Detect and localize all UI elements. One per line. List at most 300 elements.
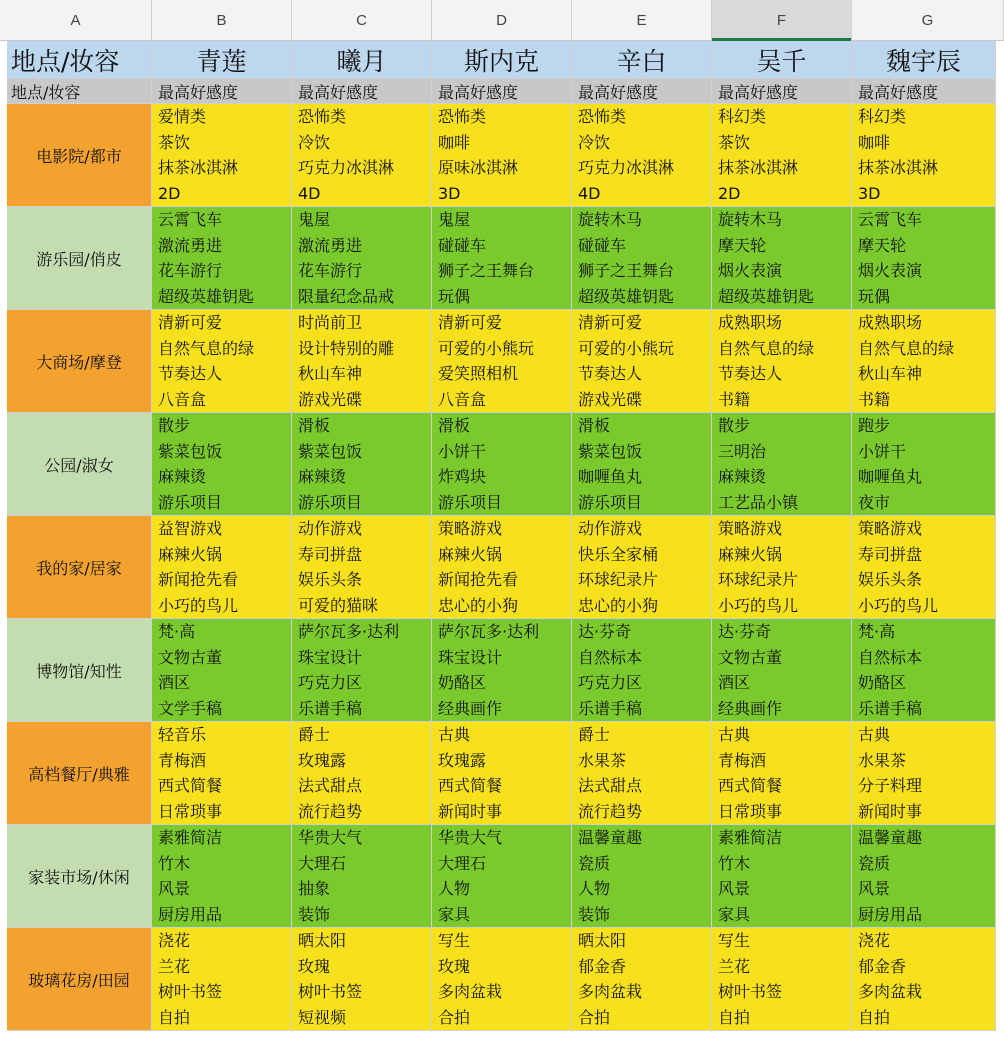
preference-item: 风景	[158, 879, 191, 899]
column-header-d[interactable]: D	[432, 0, 572, 40]
preference-item: 清新可爱	[438, 313, 503, 332]
preference-item: 时尚前卫	[298, 313, 363, 332]
location-band	[7, 104, 996, 207]
preference-item: 自拍	[858, 1008, 891, 1028]
preference-item: 新闻抢先看	[438, 570, 519, 590]
subheader-max-affinity[interactable]: 最高好感度	[852, 79, 996, 104]
preference-item: 工艺品小镇	[718, 493, 799, 513]
preference-cell[interactable]	[152, 928, 292, 1031]
preference-item: 恐怖类	[438, 107, 487, 126]
preference-item: 写生	[438, 931, 471, 950]
preference-item: 日常琐事	[158, 802, 223, 822]
preference-item: 流行趋势	[298, 802, 363, 822]
preference-item: 麻辣火锅	[158, 544, 223, 564]
preference-item: 家具	[718, 905, 751, 925]
preference-item: 紫菜包饭	[158, 441, 223, 461]
subheader-location[interactable]: 地点/妆容	[7, 79, 152, 104]
preference-item: 炸鸡块	[438, 467, 487, 487]
location-band	[7, 310, 996, 413]
location-cell[interactable]: 大商场/摩登	[7, 310, 152, 413]
preference-item: 设计特别的雕	[298, 338, 395, 358]
preference-cell[interactable]	[292, 516, 432, 619]
header-cell-location[interactable]: 地点/妆容	[7, 41, 152, 79]
preference-item: 竹木	[718, 853, 751, 873]
preference-item: 珠宝设计	[298, 647, 363, 667]
preference-item: 自然气息的绿	[718, 338, 815, 358]
preference-item: 寿司拼盘	[298, 544, 363, 564]
preference-cell[interactable]	[852, 104, 996, 207]
preference-item: 秋山车神	[298, 364, 363, 384]
preference-cell[interactable]	[712, 825, 852, 928]
preference-item: 厨房用品	[858, 905, 923, 925]
location-band	[7, 516, 996, 619]
preference-item: 动作游戏	[298, 519, 363, 538]
preference-item: 旋转木马	[578, 210, 643, 229]
column-header-a[interactable]: A	[0, 0, 152, 40]
preference-cell[interactable]	[432, 825, 572, 928]
preference-item: 益智游戏	[158, 519, 223, 538]
preference-item: 梵·高	[158, 622, 196, 641]
location-band	[7, 722, 996, 825]
preference-item: 可爱的小熊玩	[578, 338, 675, 358]
preference-item: 旋转木马	[718, 210, 783, 229]
preference-item: 小巧的鸟儿	[718, 596, 799, 616]
preference-item: 水果茶	[578, 750, 627, 770]
preference-item: 酒区	[718, 673, 751, 693]
preference-item: 文物古董	[158, 647, 223, 667]
preference-cell[interactable]	[432, 516, 572, 619]
preference-item: 动作游戏	[578, 519, 643, 538]
preference-item: 原味冰淇淋	[438, 158, 519, 178]
preference-item: 4D	[578, 184, 601, 204]
preference-item: 激流勇进	[158, 235, 223, 255]
preference-item: 激流勇进	[298, 235, 363, 255]
preference-item: 爵士	[298, 725, 331, 744]
preference-item: 紫菜包饭	[578, 441, 643, 461]
preference-item: 人物	[438, 879, 471, 899]
preference-cell[interactable]	[572, 310, 712, 413]
preference-item: 夜市	[858, 493, 891, 513]
preference-item: 装饰	[578, 905, 611, 925]
preference-item: 达·芬奇	[718, 622, 772, 641]
preference-cell[interactable]	[432, 207, 572, 310]
preference-item: 可爱的小熊玩	[438, 338, 535, 358]
preference-item: 郁金香	[858, 956, 907, 976]
preference-item: 抹茶冰淇淋	[718, 158, 799, 178]
subheader-row	[7, 79, 996, 104]
preference-cell[interactable]	[152, 722, 292, 825]
preference-item: 抹茶冰淇淋	[858, 158, 939, 178]
preference-item: 滑板	[298, 416, 331, 435]
preference-item: 经典画作	[438, 699, 503, 719]
preference-item: 梵·高	[858, 622, 896, 641]
preference-item: 玫瑰露	[438, 750, 487, 770]
preference-item: 花车游行	[298, 261, 363, 281]
preference-item: 鬼屋	[438, 210, 471, 229]
preference-item: 小饼干	[858, 441, 907, 461]
preference-item: 碰碰车	[578, 235, 627, 255]
column-header-g[interactable]: G	[852, 0, 1004, 40]
preference-cell[interactable]	[292, 310, 432, 413]
preference-cell[interactable]	[572, 619, 712, 722]
preference-cell[interactable]	[712, 104, 852, 207]
preference-item: 爱笑照相机	[438, 364, 519, 384]
preference-cell[interactable]	[152, 413, 292, 516]
location-cell[interactable]: 我的家/居家	[7, 516, 152, 619]
preference-item: 自拍	[718, 1008, 751, 1028]
preference-item: 爵士	[578, 725, 611, 744]
preference-item: 古典	[718, 725, 751, 744]
preference-item: 游乐项目	[438, 493, 503, 513]
preference-item: 咖喱鱼丸	[858, 467, 923, 487]
preference-cell[interactable]	[712, 928, 852, 1031]
preference-item: 多肉盆栽	[438, 982, 503, 1002]
preference-item: 书籍	[858, 390, 891, 410]
preference-cell[interactable]	[432, 928, 572, 1031]
preference-item: 摩天轮	[718, 235, 767, 255]
preference-cell[interactable]	[852, 413, 996, 516]
preference-cell[interactable]	[572, 825, 712, 928]
preference-cell[interactable]	[432, 413, 572, 516]
preference-item: 温馨童趣	[578, 828, 643, 847]
preference-item: 节奏达人	[158, 364, 223, 384]
preference-cell[interactable]	[852, 207, 996, 310]
preference-item: 八音盒	[438, 390, 487, 410]
preference-item: 策略游戏	[718, 519, 783, 538]
location-cell[interactable]: 公园/淑女	[7, 413, 152, 516]
location-cell[interactable]: 家装市场/休闲	[7, 825, 152, 928]
preference-item: 麻辣火锅	[718, 544, 783, 564]
preference-item: 麻辣烫	[298, 467, 347, 487]
preference-item: 恐怖类	[298, 107, 347, 126]
preference-item: 多肉盆栽	[858, 982, 923, 1002]
column-header-f[interactable]: F	[712, 0, 852, 40]
preference-item: 策略游戏	[858, 519, 923, 538]
character-name-cell[interactable]: 斯内克	[432, 41, 572, 79]
preference-item: 滑板	[578, 416, 611, 435]
preference-item: 浇花	[158, 931, 191, 950]
location-cell[interactable]: 博物馆/知性	[7, 619, 152, 722]
preference-item: 文学手稿	[158, 699, 223, 719]
preference-item: 鬼屋	[298, 210, 331, 229]
preference-item: 素雅简洁	[158, 828, 223, 847]
location-band	[7, 207, 996, 310]
location-cell[interactable]: 高档餐厅/典雅	[7, 722, 152, 825]
preference-item: 兰花	[158, 956, 191, 976]
preference-item: 云霄飞车	[858, 210, 923, 229]
preference-cell[interactable]	[292, 104, 432, 207]
preference-item: 冷饮	[578, 132, 611, 152]
preference-item: 合拍	[578, 1008, 611, 1028]
preference-cell[interactable]	[712, 207, 852, 310]
preference-item: 限量纪念品戒	[298, 287, 395, 307]
preference-item: 清新可爱	[578, 313, 643, 332]
preference-item: 新闻时事	[438, 802, 503, 822]
preference-item: 瓷质	[578, 853, 611, 873]
preference-item: 树叶书签	[718, 982, 783, 1002]
preference-item: 紫菜包饭	[298, 441, 363, 461]
preference-cell[interactable]	[292, 825, 432, 928]
preference-item: 清新可爱	[158, 313, 223, 332]
preference-item: 巧克力区	[578, 673, 643, 693]
preference-item: 忠心的小狗	[578, 596, 659, 616]
preference-cell[interactable]	[852, 619, 996, 722]
preference-cell[interactable]	[152, 104, 292, 207]
preference-item: 狮子之王舞台	[578, 261, 675, 281]
preference-item: 八音盒	[158, 390, 207, 410]
preference-item: 茶饮	[158, 132, 191, 152]
preference-item: 轻音乐	[158, 725, 207, 744]
subheader-max-affinity[interactable]: 最高好感度	[432, 79, 572, 104]
preference-item: 珠宝设计	[438, 647, 503, 667]
preference-item: 瓷质	[858, 853, 891, 873]
preference-item: 多肉盆栽	[578, 982, 643, 1002]
preference-cell[interactable]	[292, 619, 432, 722]
preference-item: 游戏光碟	[578, 390, 643, 410]
preference-item: 咖啡	[858, 132, 891, 152]
preference-item: 温馨童趣	[858, 828, 923, 847]
column-header-b[interactable]: B	[152, 0, 292, 40]
subheader-max-affinity[interactable]: 最高好感度	[572, 79, 712, 104]
subheader-max-affinity[interactable]: 最高好感度	[152, 79, 292, 104]
preference-cell[interactable]	[292, 413, 432, 516]
preference-item: 合拍	[438, 1008, 471, 1028]
preference-item: 节奏达人	[718, 364, 783, 384]
preference-item: 乐谱手稿	[578, 699, 643, 719]
preference-item: 节奏达人	[578, 364, 643, 384]
preference-item: 恐怖类	[578, 107, 627, 126]
preference-item: 忠心的小狗	[438, 596, 519, 616]
preference-cell[interactable]	[852, 516, 996, 619]
preference-item: 寿司拼盘	[858, 544, 923, 564]
preference-item: 达·芬奇	[578, 622, 632, 641]
preference-item: 环球纪录片	[578, 570, 659, 590]
preference-item: 竹木	[158, 853, 191, 873]
preference-item: 晒太阳	[578, 931, 627, 950]
preference-item: 成熟职场	[718, 313, 783, 332]
preference-item: 短视频	[298, 1008, 347, 1028]
preference-cell[interactable]	[292, 928, 432, 1031]
preference-cell[interactable]	[852, 310, 996, 413]
preference-item: 冷饮	[298, 132, 331, 152]
character-name-cell[interactable]: 青莲	[152, 41, 292, 79]
preference-item: 成熟职场	[858, 313, 923, 332]
preference-item: 麻辣烫	[158, 467, 207, 487]
preference-item: 日常琐事	[718, 802, 783, 822]
preference-item: 玫瑰	[438, 956, 471, 976]
preference-cell[interactable]	[712, 619, 852, 722]
preference-cell[interactable]	[432, 619, 572, 722]
location-band	[7, 413, 996, 516]
preference-item: 2D	[158, 184, 181, 204]
preference-item: 新闻时事	[858, 802, 923, 822]
preference-item: 华贵大气	[438, 828, 503, 847]
preference-item: 小巧的鸟儿	[158, 596, 239, 616]
preference-item: 玫瑰	[298, 956, 331, 976]
preference-item: 树叶书签	[298, 982, 363, 1002]
preference-item: 新闻抢先看	[158, 570, 239, 590]
preference-item: 青梅酒	[718, 750, 767, 770]
preference-cell[interactable]	[572, 516, 712, 619]
preference-cell[interactable]	[432, 722, 572, 825]
location-cell[interactable]: 游乐园/俏皮	[7, 207, 152, 310]
preference-item: 咖啡	[438, 132, 471, 152]
preference-item: 法式甜点	[578, 776, 643, 796]
preference-item: 4D	[298, 184, 321, 204]
preference-item: 风景	[858, 879, 891, 899]
preference-cell[interactable]	[152, 825, 292, 928]
preference-cell[interactable]	[152, 516, 292, 619]
preference-item: 散步	[718, 416, 751, 435]
preference-item: 乐谱手稿	[298, 699, 363, 719]
preference-item: 大理石	[438, 853, 487, 873]
preference-item: 策略游戏	[438, 519, 503, 538]
preference-cell[interactable]	[712, 516, 852, 619]
preference-item: 麻辣火锅	[438, 544, 503, 564]
preference-item: 素雅简洁	[718, 828, 783, 847]
preference-item: 玫瑰露	[298, 750, 347, 770]
location-cell[interactable]: 电影院/都市	[7, 104, 152, 207]
location-band	[7, 619, 996, 722]
preference-item: 兰花	[718, 956, 751, 976]
preference-cell[interactable]	[852, 928, 996, 1031]
preference-item: 奶酪区	[438, 673, 487, 693]
preference-item: 游戏光碟	[298, 390, 363, 410]
preference-item: 流行趋势	[578, 802, 643, 822]
preference-item: 超级英雄钥匙	[158, 287, 255, 307]
preference-item: 古典	[858, 725, 891, 744]
preference-cell[interactable]	[152, 310, 292, 413]
preference-item: 水果茶	[858, 750, 907, 770]
preference-item: 2D	[718, 184, 741, 204]
column-header-bar	[0, 0, 1004, 41]
preference-cell[interactable]	[852, 722, 996, 825]
preference-item: 快乐全家桶	[578, 544, 659, 564]
preference-cell[interactable]	[292, 207, 432, 310]
preference-item: 经典画作	[718, 699, 783, 719]
preference-item: 自拍	[158, 1008, 191, 1028]
character-name-cell[interactable]: 吴千	[712, 41, 852, 79]
preference-item: 书籍	[718, 390, 751, 410]
preference-item: 环球纪录片	[718, 570, 799, 590]
preference-item: 乐谱手稿	[858, 699, 923, 719]
preference-item: 厨房用品	[158, 905, 223, 925]
preference-item: 酒区	[158, 673, 191, 693]
character-name-cell[interactable]: 魏宇辰	[852, 41, 996, 79]
preference-item: 可爱的猫咪	[298, 596, 379, 616]
column-header-e[interactable]: E	[572, 0, 712, 40]
preference-item: 分子料理	[858, 776, 923, 796]
preference-item: 萨尔瓦多·达利	[298, 622, 400, 641]
preference-item: 超级英雄钥匙	[718, 287, 815, 307]
preference-item: 游乐项目	[158, 493, 223, 513]
preference-cell[interactable]	[712, 722, 852, 825]
preference-item: 自然气息的绿	[858, 338, 955, 358]
preference-item: 秋山车神	[858, 364, 923, 384]
preference-item: 烟火表演	[858, 261, 923, 281]
preference-item: 郁金香	[578, 956, 627, 976]
preference-item: 人物	[578, 879, 611, 899]
preference-item: 游乐项目	[298, 493, 363, 513]
preference-item: 巧克力区	[298, 673, 363, 693]
preference-item: 狮子之王舞台	[438, 261, 535, 281]
preference-item: 西式简餐	[438, 776, 503, 796]
preference-item: 自然标本	[858, 647, 923, 667]
preference-item: 奶酪区	[858, 673, 907, 693]
preference-item: 碰碰车	[438, 235, 487, 255]
preference-item: 晒太阳	[298, 931, 347, 950]
subheader-max-affinity[interactable]: 最高好感度	[712, 79, 852, 104]
preference-item: 烟火表演	[718, 261, 783, 281]
preference-item: 青梅酒	[158, 750, 207, 770]
column-header-c[interactable]: C	[292, 0, 432, 40]
preference-item: 麻辣烫	[718, 467, 767, 487]
preference-item: 西式简餐	[158, 776, 223, 796]
preference-item: 自然气息的绿	[158, 338, 255, 358]
preference-item: 抹茶冰淇淋	[158, 158, 239, 178]
preference-item: 自然标本	[578, 647, 643, 667]
location-band	[7, 825, 996, 928]
preference-item: 科幻类	[858, 107, 907, 126]
preference-cell[interactable]	[292, 722, 432, 825]
preference-item: 3D	[858, 184, 881, 204]
preference-cell[interactable]	[712, 413, 852, 516]
preference-item: 大理石	[298, 853, 347, 873]
preference-item: 抽象	[298, 879, 331, 899]
preference-item: 巧克力冰淇淋	[578, 158, 675, 178]
preference-cell[interactable]	[572, 104, 712, 207]
preference-cell[interactable]	[572, 722, 712, 825]
preference-item: 玩偶	[858, 287, 891, 307]
preference-item: 爱情类	[158, 107, 207, 126]
preference-item: 花车游行	[158, 261, 223, 281]
preference-item: 科幻类	[718, 107, 767, 126]
preference-item: 云霄飞车	[158, 210, 223, 229]
preference-cell[interactable]	[852, 825, 996, 928]
preference-item: 小饼干	[438, 441, 487, 461]
preference-item: 跑步	[858, 416, 891, 435]
preference-cell[interactable]	[152, 619, 292, 722]
preference-item: 小巧的鸟儿	[858, 596, 939, 616]
preference-item: 三明治	[718, 441, 767, 461]
character-name-cell[interactable]: 曦月	[292, 41, 432, 79]
title-row	[7, 41, 996, 79]
preference-cell[interactable]	[152, 207, 292, 310]
preference-item: 萨尔瓦多·达利	[438, 622, 540, 641]
preference-cell[interactable]	[432, 310, 572, 413]
preference-item: 古典	[438, 725, 471, 744]
preference-cell[interactable]	[712, 310, 852, 413]
preference-item: 滑板	[438, 416, 471, 435]
location-cell[interactable]: 玻璃花房/田园	[7, 928, 152, 1031]
preference-cell[interactable]	[572, 413, 712, 516]
preference-cell[interactable]	[432, 104, 572, 207]
preference-item: 文物古董	[718, 647, 783, 667]
preference-item: 家具	[438, 905, 471, 925]
preference-item: 超级英雄钥匙	[578, 287, 675, 307]
preference-item: 法式甜点	[298, 776, 363, 796]
preference-cell[interactable]	[572, 928, 712, 1031]
preference-item: 游乐项目	[578, 493, 643, 513]
preference-item: 玩偶	[438, 287, 471, 307]
subheader-max-affinity[interactable]: 最高好感度	[292, 79, 432, 104]
preference-cell[interactable]	[572, 207, 712, 310]
preference-item: 茶饮	[718, 132, 751, 152]
preference-item: 散步	[158, 416, 191, 435]
preference-item: 咖喱鱼丸	[578, 467, 643, 487]
preference-item: 摩天轮	[858, 235, 907, 255]
character-name-cell[interactable]: 辛白	[572, 41, 712, 79]
